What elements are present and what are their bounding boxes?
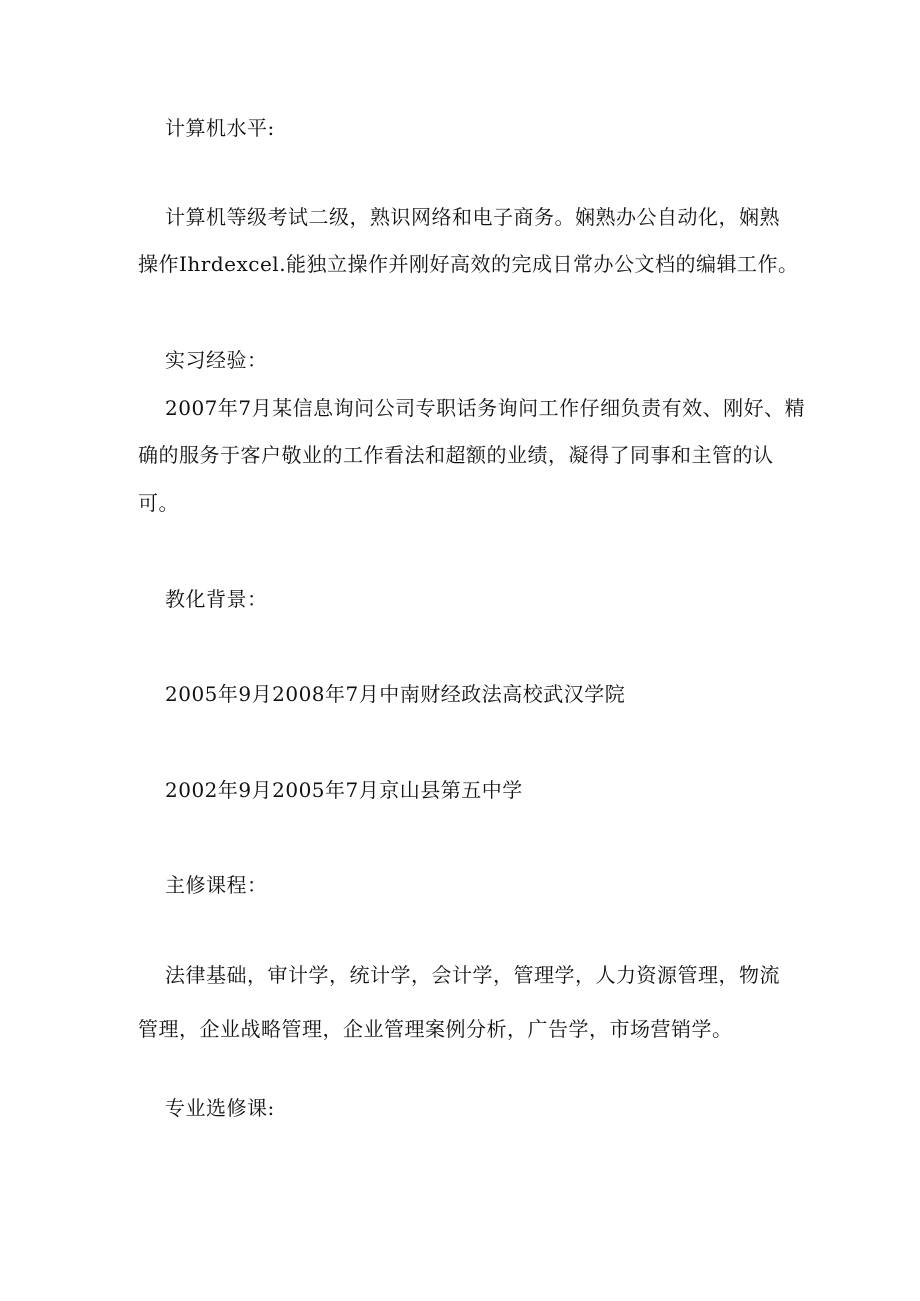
education-entry-1: 2005年9月2008年7月中南财经政法高校武汉学院 [165, 682, 626, 706]
education-heading: 教化背景： [165, 587, 268, 611]
internship-line-1: 2007年7月某信息询问公司专职话务询问工作仔细负责有效、刚好、精 [165, 396, 806, 420]
internship-heading: 实习经验： [165, 348, 268, 372]
computer-skills-line-1: 计算机等级考试二级，熟识网络和电子商务。娴熟办公自动化，娴熟 [165, 205, 780, 229]
main-courses-line-1: 法律基础，审计学，统计学，会计学，管理学，人力资源管理，物流 [165, 963, 780, 987]
main-courses-heading: 主修课程： [165, 873, 268, 897]
internship-line-2: 确的服务于客户敬业的工作看法和超额的业绩，凝得了同事和主管的认 [138, 443, 774, 467]
computer-skills-line-2: 操作Ihrdexcel.能独立操作并刚好高效的完成日常办公文档的编辑工作。 [138, 252, 799, 276]
internship-line-3: 可。 [138, 491, 179, 515]
computer-skills-heading: 计算机水平: [165, 116, 275, 140]
main-courses-line-2: 管理，企业战略管理，企业管理案例分析，广告学，市场营销学。 [138, 1017, 733, 1041]
electives-heading: 专业选修课: [165, 1096, 275, 1120]
education-entry-2: 2002年9月2005年7月京山县第五中学 [165, 778, 523, 802]
